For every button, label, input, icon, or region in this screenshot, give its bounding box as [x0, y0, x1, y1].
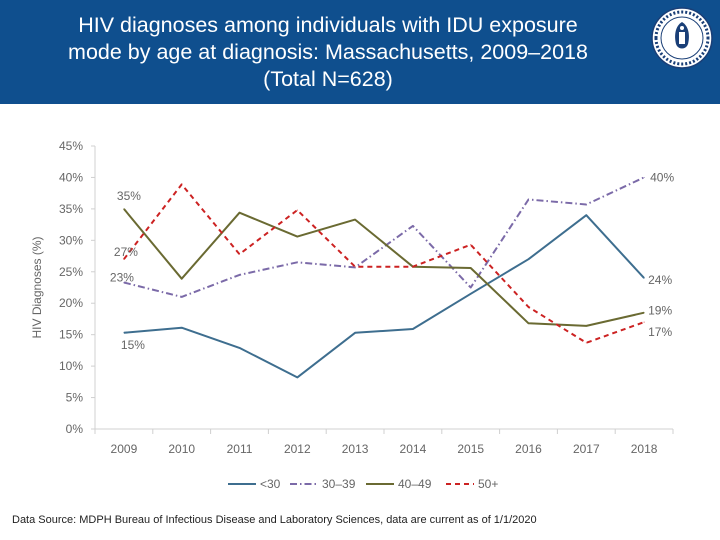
x-tick-label: 2013 [341, 442, 369, 456]
series-line [124, 184, 644, 342]
data-point [644, 177, 645, 178]
title-line-1: HIV diagnoses among individuals with IDU exposure [78, 13, 578, 37]
data-point [586, 215, 587, 216]
x-tick-label: 2014 [399, 442, 427, 456]
data-point [239, 254, 240, 255]
data-point [412, 266, 413, 267]
x-tick-label: 2016 [515, 442, 542, 456]
series-line [124, 209, 644, 326]
data-label: 15% [120, 337, 145, 352]
data-source-note: Data Source: MDPH Bureau of Infectious Disease and Laboratory Sciences, data are current as of 1/1/2020 [12, 514, 537, 526]
data-point [297, 262, 298, 263]
data-point [297, 210, 298, 211]
legend [228, 477, 498, 491]
data-label: 24% [648, 273, 673, 288]
data-point [586, 325, 587, 326]
x-tick-label: 2015 [457, 442, 485, 456]
data-point [470, 244, 471, 245]
y-tick-label: 20% [58, 296, 83, 311]
data-point [181, 184, 182, 185]
data-point [644, 322, 645, 323]
data-point [239, 274, 240, 275]
data-label: 40% [650, 170, 675, 185]
data-point [644, 278, 645, 279]
data-point [470, 293, 471, 294]
slide-title [8, 12, 648, 93]
x-tick-label: 2009 [110, 442, 138, 456]
data-point [586, 342, 587, 343]
x-tick-label: 2018 [630, 442, 658, 456]
y-tick-label: 15% [58, 327, 83, 342]
massachusetts-seal-logo [650, 6, 714, 70]
y-tick-label: 5% [65, 390, 83, 405]
y-tick-label: 35% [58, 201, 83, 216]
data-point [181, 296, 182, 297]
data-point [528, 199, 529, 200]
data-point [470, 268, 471, 269]
data-label: 23% [109, 270, 134, 285]
data-point [239, 212, 240, 213]
data-point [355, 219, 356, 220]
y-tick-label: 10% [58, 359, 83, 374]
line-chart [0, 104, 720, 504]
axes [30, 139, 673, 456]
data-point [239, 347, 240, 348]
title-line-3: (Total N=628) [263, 67, 393, 91]
data-point [528, 323, 529, 324]
data-point [644, 312, 645, 313]
legend-label: 40–49 [398, 477, 432, 491]
data-point [181, 327, 182, 328]
series-line [124, 215, 644, 377]
data-label: 19% [648, 303, 673, 318]
data-point [470, 287, 471, 288]
data-point [123, 208, 124, 209]
series-line [124, 177, 644, 297]
data-label: 35% [116, 188, 141, 203]
data-point [181, 278, 182, 279]
x-tick-label: 2012 [283, 442, 311, 456]
legend-label: 30–39 [322, 477, 356, 491]
data-point [123, 332, 124, 333]
x-tick-label: 2010 [168, 442, 196, 456]
data-point [412, 225, 413, 226]
y-tick-label: 0% [65, 422, 83, 436]
data-point [297, 377, 298, 378]
y-tick-label: 25% [58, 264, 83, 279]
data-point [355, 332, 356, 333]
y-tick-label: 45% [58, 139, 83, 153]
data-label: 17% [648, 325, 673, 340]
title-line-2: mode by age at diagnosis: Massachusetts, 2009–2018 [68, 40, 588, 64]
data-point [355, 266, 356, 267]
y-tick-label: 30% [58, 233, 83, 248]
data-point [528, 306, 529, 307]
legend-label: 50+ [478, 477, 499, 491]
data-point [297, 236, 298, 237]
x-tick-label: 2011 [226, 442, 253, 456]
data-point [586, 204, 587, 205]
y-axis-title: HIV Diagnoses (%) [30, 236, 44, 339]
x-tick-label: 2017 [572, 442, 600, 456]
legend-label: <30 [260, 477, 281, 491]
y-tick-label: 40% [58, 170, 83, 185]
data-label: 27% [113, 245, 138, 260]
data-point [412, 329, 413, 330]
data-point [528, 259, 529, 260]
